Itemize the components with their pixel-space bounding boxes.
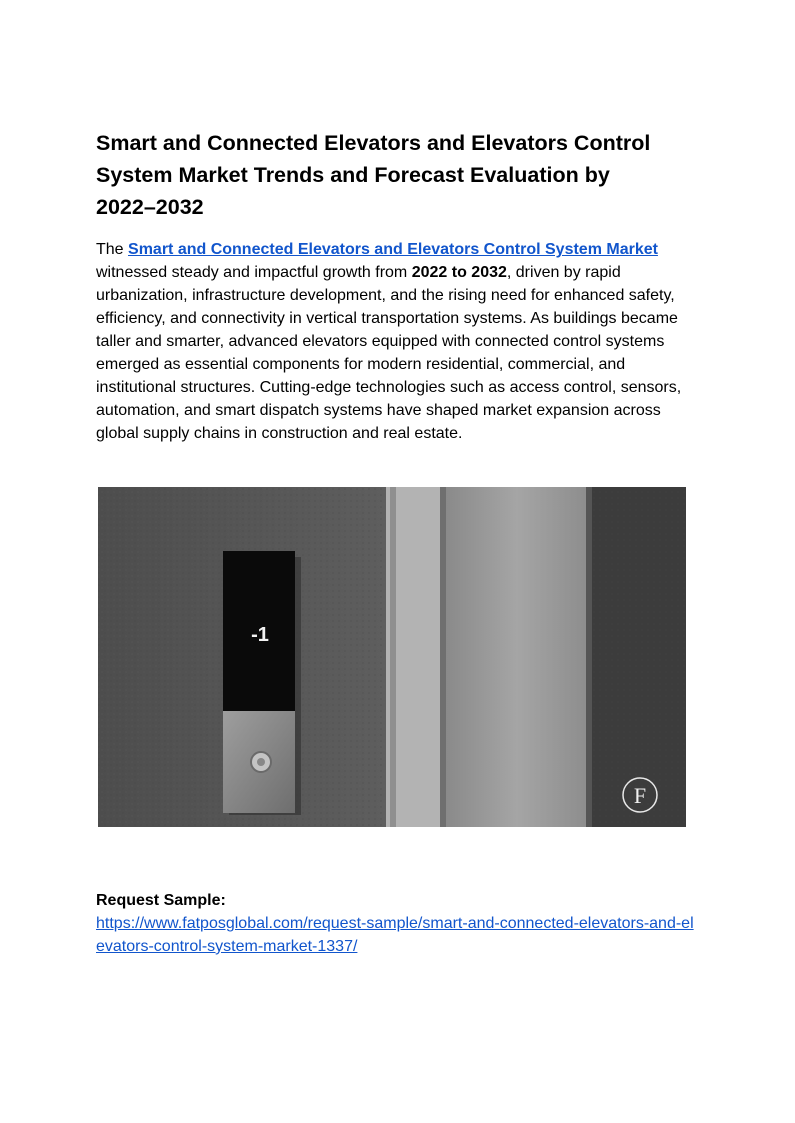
- forecast-years: 2022 to 2032: [411, 264, 507, 281]
- intro-paragraph: [96, 238, 700, 445]
- intro-rest: , driven by rapid urbanization, infrastructure development, and the rising need for enhanced safety, efficiency, and connectivity in vertical transportation systems. As buildings became taller and smarter, advanced elevators equipped with connected control systems emerged as essential components for modern residential, commercial, and institutional structures. Cutting-edge technologies such as access control, sensors, automation, and smart dispatch systems have shaped market expansion across global supply chains in construction and real estate.: [96, 264, 682, 442]
- request-sample-label: Request Sample:: [96, 892, 226, 909]
- intro-mid: witnessed steady and impactful growth from: [96, 264, 412, 281]
- page-title: Smart and Connected Elevators and Elevators Control System Market Trends and Forecast Evaluation by 2022–2032: [96, 131, 651, 219]
- elevator-door: [446, 487, 588, 827]
- floor-display: -1: [251, 624, 269, 646]
- intro-prefix: The: [96, 241, 129, 258]
- watermark-letter: F: [633, 783, 647, 808]
- request-sample-link[interactable]: https://www.fatposglobal.com/request-sample/smart-and-connected-elevators-and-elevators-control-system-market-1337/: [96, 915, 694, 955]
- market-link[interactable]: Smart and Connected Elevators and Elevators Control System Market: [128, 241, 658, 258]
- elevator-photo: [98, 487, 686, 827]
